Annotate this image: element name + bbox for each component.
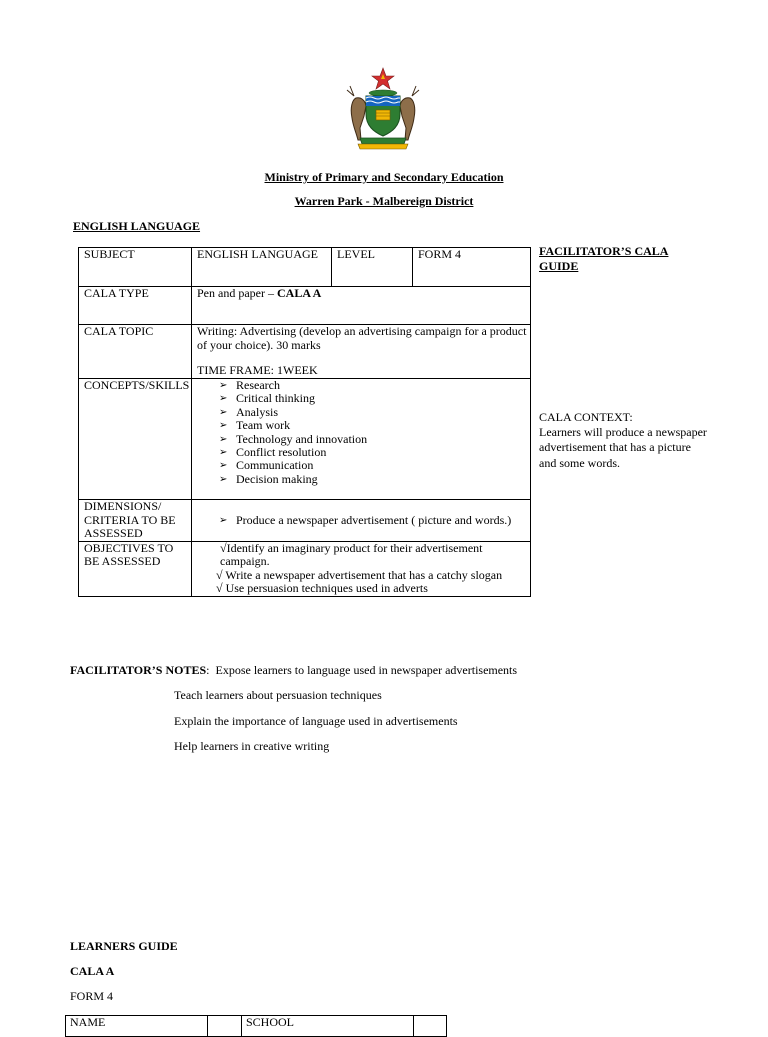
table-row xyxy=(66,1016,447,1037)
learners-guide-title: LEARNERS GUIDE xyxy=(70,939,178,953)
criteria-label: DIMENSIONS/ CRITERIA TO BE ASSESSED xyxy=(79,500,192,542)
concepts-list xyxy=(197,379,530,486)
table-row xyxy=(79,248,531,287)
arrow-bullet-icon: ➢ xyxy=(219,406,228,418)
district-title: Warren Park - Malbereign District xyxy=(294,194,474,208)
facilitator-guide-title: FACILITATOR’S CALA GUIDE xyxy=(539,244,669,273)
subject-heading: ENGLISH LANGUAGE xyxy=(73,219,201,233)
list-item: ➢ Research xyxy=(219,378,280,392)
name-field[interactable] xyxy=(208,1016,242,1037)
cala-context-text: Learners will produce a newspaper advertisement that has a picture and some words. xyxy=(539,425,707,470)
arrow-bullet-icon: ➢ xyxy=(219,433,228,445)
objective-item: √ Write a newspaper advertisement that has a catchy slogan xyxy=(216,567,503,582)
arrow-bullet-icon: ➢ xyxy=(219,460,228,472)
cala-context-label: CALA CONTEXT: xyxy=(539,410,633,424)
cala-type-value xyxy=(192,287,531,325)
note-item: Teach learners about persuasion techniques xyxy=(174,688,382,702)
arrow-bullet-icon: ➢ xyxy=(219,514,228,526)
objectives-cell xyxy=(192,541,531,596)
criteria-list xyxy=(197,514,530,527)
criteria-cell xyxy=(192,500,531,542)
list-item: ➢ Communication xyxy=(219,458,314,473)
learner-info-table xyxy=(65,1015,447,1037)
school-label: SCHOOL xyxy=(242,1016,414,1037)
name-label: NAME xyxy=(66,1016,208,1037)
note-item: Expose learners to language used in newspaper advertisements xyxy=(215,663,518,677)
table-row xyxy=(79,379,531,500)
table-row xyxy=(79,541,531,596)
list-item: ➢ Conflict resolution xyxy=(219,445,327,460)
arrow-bullet-icon: ➢ xyxy=(219,473,228,485)
school-field[interactable] xyxy=(414,1016,447,1037)
time-frame: TIME FRAME: 1WEEK xyxy=(197,363,318,377)
objective-item: √Identify an imaginary product for their advertisement campaign. xyxy=(220,541,483,568)
facilitator-notes-line: FACILITATOR’S NOTES: Expose learners to language used in newspaper advertisements xyxy=(70,663,518,677)
list-item: ➢ Analysis xyxy=(219,404,278,419)
arrow-bullet-icon: ➢ xyxy=(219,380,228,391)
table-row xyxy=(79,500,531,542)
subject-value: ENGLISH LANGUAGE xyxy=(192,248,332,287)
cala-details-table xyxy=(78,247,531,597)
table-row xyxy=(79,287,531,325)
concepts-cell xyxy=(192,379,531,500)
list-item: ➢ Critical thinking xyxy=(219,391,315,406)
learners-cala-label: CALA A xyxy=(70,964,115,978)
objectives-label: OBJECTIVES TO BE ASSESSED xyxy=(79,541,192,596)
cala-type-bold: CALA A xyxy=(276,286,322,300)
ministry-title: Ministry of Primary and Secondary Education xyxy=(264,170,504,184)
note-item: Explain the importance of language used in advertisements xyxy=(174,714,458,728)
note-item: Help learners in creative writing xyxy=(174,739,330,753)
list-item: ➢ Produce a newspaper advertisement ( picture and words.) xyxy=(219,512,512,527)
learners-form-label: FORM 4 xyxy=(70,989,114,1003)
arrow-bullet-icon: ➢ xyxy=(219,393,228,405)
list-item: ➢ Technology and innovation xyxy=(219,431,368,446)
facilitator-notes-label: FACILITATOR’S NOTES xyxy=(70,663,207,677)
level-value: FORM 4 xyxy=(413,248,531,287)
concepts-label: CONCEPTS/SKILLS xyxy=(79,379,192,500)
coat-of-arms-emblem xyxy=(336,66,430,150)
list-item: ➢ Team work xyxy=(219,418,291,433)
objective-item: √ Use persuasion techniques used in adverts xyxy=(216,581,428,595)
arrow-bullet-icon: ➢ xyxy=(219,420,228,432)
topic-text: Writing: Advertising (develop an advertising campaign for a product of your choice). 30 marks xyxy=(197,324,527,352)
cala-topic-label: CALA TOPIC xyxy=(79,325,192,379)
cala-type-label: CALA TYPE xyxy=(79,287,192,325)
cala-topic-value xyxy=(192,325,531,379)
subject-label: SUBJECT xyxy=(79,248,192,287)
table-row xyxy=(79,325,531,379)
arrow-bullet-icon: ➢ xyxy=(219,447,228,459)
level-label: LEVEL xyxy=(332,248,413,287)
cala-type-text: Pen and paper – xyxy=(197,286,274,300)
list-item: ➢ Decision making xyxy=(219,471,318,486)
